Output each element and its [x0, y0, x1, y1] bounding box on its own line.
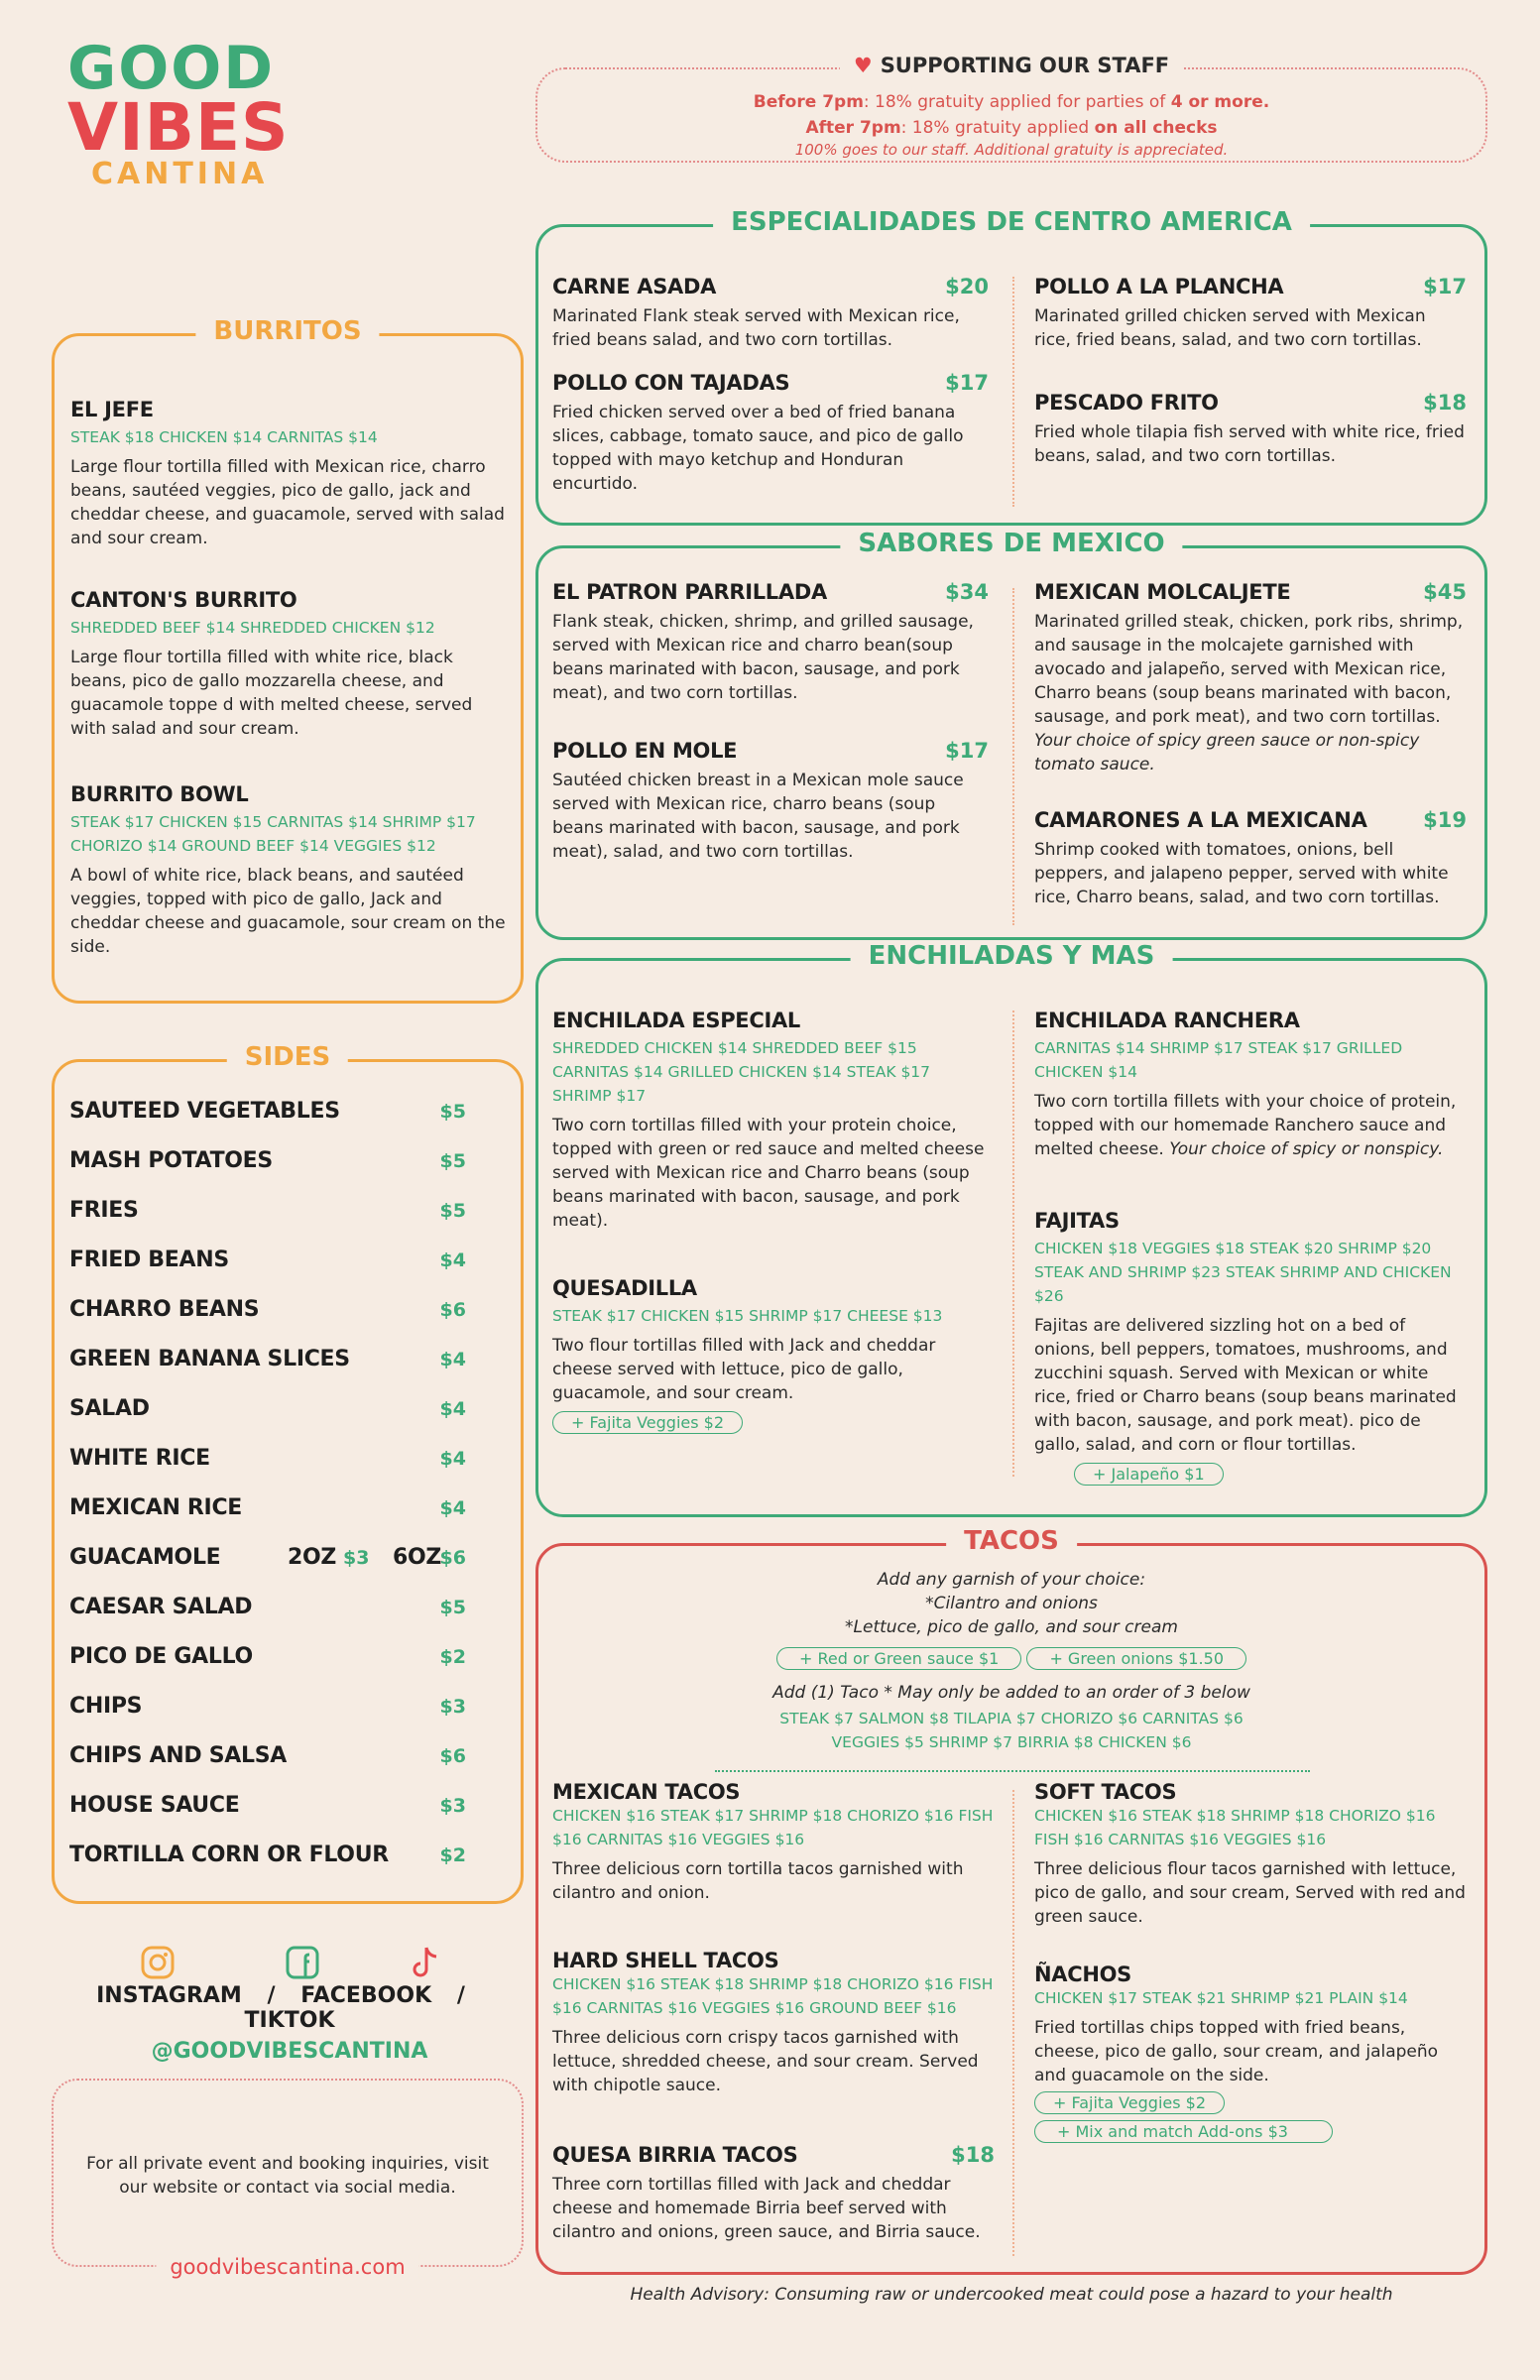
menu-item — [552, 1009, 989, 1233]
item-options: CARNITAS $14 SHRIMP $17 STEAK $17 GRILLED CHICKEN $14 — [1034, 1039, 1403, 1081]
addon-pill: + Red or Green sauce $1 — [776, 1647, 1021, 1670]
menu-item — [552, 739, 989, 864]
item-description: Fried chicken served over a bed of fried banana slices, cabbage, tomato sauce, and pico de gallo topped with mayo ketchup and Honduran encurtido. — [552, 403, 964, 494]
staff-after-text: : 18% gratuity applied — [900, 118, 1095, 138]
separator: / — [456, 1983, 465, 2008]
side-price: $2 — [439, 1646, 466, 1668]
divider — [1012, 277, 1014, 507]
logo — [67, 34, 290, 191]
side-item — [69, 1793, 466, 1843]
staff-after-label: After 7pm — [805, 118, 901, 138]
side-item — [69, 1495, 466, 1545]
item-description: Fried tortillas chips topped with fried beans, cheese, pico de gallo, sour cream, and jalapeño and guacamole on the side. — [1034, 2018, 1439, 2085]
enchiladas-section — [535, 941, 1487, 1517]
tiktok-icon[interactable] — [415, 1948, 436, 1975]
staff-after — [537, 115, 1485, 141]
staff-before-bold: 4 or more. — [1170, 92, 1270, 112]
heart-icon: ♥ — [853, 54, 873, 77]
side-name: MEXICAN RICE — [69, 1495, 243, 1520]
item-options: CHICKEN $18 VEGGIES $18 STEAK $20 SHRIMP $20 STEAK AND SHRIMP $23 STEAK SHRIMP AND CHICKEN $26 — [1034, 1240, 1452, 1305]
item-price: $20 — [945, 275, 989, 298]
side-price: $6 — [439, 1299, 466, 1321]
side-item — [69, 1297, 466, 1347]
side-item — [69, 1396, 466, 1446]
side-size-price: $3 — [343, 1547, 370, 1569]
add-one-options — [538, 1707, 1484, 1754]
side-price: $3 — [439, 1696, 466, 1718]
item-price: $45 — [1423, 580, 1467, 604]
item-options: SHREDDED CHICKEN $14 SHREDDED BEEF $15 CARNITAS $14 GRILLED CHICKEN $14 STEAK $17 SHRIMP $17 — [552, 1039, 931, 1105]
divider — [1012, 588, 1014, 925]
item-name: POLLO A LA PLANCHA — [1034, 275, 1284, 298]
side-name: SALAD — [69, 1396, 150, 1421]
item-description: Large flour tortilla filled with Mexican rice, charro beans, sautéed veggies, pico de gallo, jack and cheddar cheese, and guacamole, served with salad and sour cream. — [70, 457, 505, 548]
staff-banner — [535, 54, 1487, 163]
item-description: Two flour tortillas filled with Jack and cheddar cheese served with lettuce, pico de gallo, guacamole, and sour cream. — [552, 1336, 936, 1403]
side-item — [69, 1248, 466, 1297]
item-description: Marinated grilled chicken served with Mexican rice, fried beans, salad, and two corn tortillas. — [1034, 306, 1426, 350]
side-price: $6 — [439, 1745, 466, 1767]
sabores-title: SABORES DE MEXICO — [840, 529, 1182, 558]
facebook-link[interactable]: FACEBOOK — [300, 1983, 432, 2008]
side-size: 2OZ — [288, 1545, 337, 1570]
menu-item — [552, 1949, 995, 2097]
item-description: Shrimp cooked with tomatoes, onions, bell peppers, and jalapeno pepper, served with white rice, Charro beans, salad, and two corn tortillas. — [1034, 840, 1449, 907]
item-name: HARD SHELL TACOS — [552, 1949, 779, 1972]
add-one-options-line: VEGGIES $5 SHRIMP $7 BIRRIA $8 CHICKEN $6 — [831, 1733, 1192, 1751]
item-options: CHICKEN $17 STEAK $21 SHRIMP $21 PLAIN $14 — [1034, 1989, 1408, 2007]
burritos-title: BURRITOS — [195, 316, 379, 346]
side-name: FRIED BEANS — [69, 1248, 229, 1272]
item-description: Fajitas are delivered sizzling hot on a bed of onions, bell peppers, tomatoes, mushrooms, and zucchini squash. Served with Mexican or white rice, fried or Charro beans (soup beans marinated with bacon, sausage, and pork meat). pico de gallo, salad, and corn or flour tortillas. — [1034, 1316, 1457, 1455]
item-description — [1034, 1090, 1467, 1161]
side-size: 6OZ — [393, 1545, 442, 1570]
logo-cantina: CANTINA — [91, 157, 269, 191]
side-price: $5 — [439, 1200, 466, 1222]
side-price: $4 — [439, 1497, 466, 1519]
item-name: POLLO CON TAJADAS — [552, 371, 790, 395]
side-name: FRIES — [69, 1198, 139, 1223]
facebook-icon[interactable] — [288, 1948, 317, 1977]
menu-item — [70, 398, 507, 550]
item-description — [1034, 610, 1467, 776]
taco-addons — [538, 1647, 1484, 1670]
divider — [715, 1770, 1310, 1772]
item-name: BURRITO BOWL — [70, 782, 249, 806]
item-price: $18 — [1423, 391, 1467, 415]
menu-item — [1034, 1209, 1467, 1486]
item-options: SHREDDED BEEF $14 SHREDDED CHICKEN $12 — [70, 619, 435, 637]
contact-box — [52, 2079, 524, 2279]
garnish-info — [538, 1568, 1484, 1639]
social-icons-svg — [52, 1944, 528, 1983]
side-name: PICO DE GALLO — [69, 1644, 253, 1669]
social-icons — [52, 1944, 528, 1983]
side-price: $4 — [439, 1250, 466, 1271]
tacos-title: TACOS — [946, 1526, 1077, 1556]
item-options: STEAK $18 CHICKEN $14 CARNITAS $14 — [70, 428, 378, 446]
item-description: A bowl of white rice, black beans, and sautéed veggies, topped with pico de gallo, Jack and cheddar cheese and guacamole, sour cream on the side. — [70, 866, 506, 957]
menu-item — [552, 1276, 989, 1434]
contact-text: For all private event and booking inquiries, visit our website or contact via social media. — [86, 2154, 489, 2198]
item-description-note: Your choice of spicy green sauce or non-spicy tomato sauce. — [1034, 731, 1420, 774]
side-name: SAUTEED VEGETABLES — [69, 1099, 340, 1124]
item-price: $17 — [945, 371, 989, 395]
side-price: $4 — [439, 1349, 466, 1370]
side-item — [69, 1743, 466, 1793]
item-name: POLLO EN MOLE — [552, 739, 738, 763]
side-price: $5 — [439, 1597, 466, 1618]
addon-pill: + Green onions $1.50 — [1026, 1647, 1246, 1670]
divider — [1012, 1790, 1014, 2256]
side-name: GREEN BANANA SLICES — [69, 1347, 350, 1371]
instagram-icon[interactable] — [143, 1948, 173, 1977]
menu-item — [1034, 580, 1467, 776]
staff-title — [840, 54, 1183, 77]
social-line — [52, 1983, 528, 2033]
side-price: $6 — [439, 1547, 466, 1569]
side-name: GUACAMOLE — [69, 1545, 221, 1570]
item-price: $17 — [945, 739, 989, 763]
menu-item — [1034, 1009, 1467, 1161]
item-name: EL PATRON PARRILLADA — [552, 580, 827, 604]
item-description-note: Your choice of spicy or nonspicy. — [1169, 1139, 1444, 1159]
especialidades-title: ESPECIALIDADES DE CENTRO AMERICA — [713, 207, 1310, 237]
side-name: CHIPS — [69, 1694, 143, 1719]
item-description-text: Two corn tortilla fillets with your choice of protein, topped with our homemade Ranchero sauce and melted cheese. — [1034, 1092, 1457, 1159]
item-name: CANTON'S BURRITO — [70, 588, 297, 612]
website-link[interactable]: goodvibescantina.com — [156, 2255, 418, 2279]
item-name: QUESA BIRRIA TACOS — [552, 2143, 798, 2167]
menu-item — [1034, 391, 1467, 468]
side-name: CHARRO BEANS — [69, 1297, 260, 1322]
item-name: QUESADILLA — [552, 1276, 697, 1300]
item-options: CHICKEN $16 STEAK $17 SHRIMP $18 CHORIZO $16 FISH $16 CARNITAS $16 VEGGIES $16 — [552, 1807, 994, 1848]
sides-title: SIDES — [227, 1042, 348, 1072]
item-name: EL JEFE — [70, 398, 154, 421]
menu-item — [552, 1780, 995, 1905]
side-item — [69, 1347, 466, 1396]
item-name: ÑACHOS — [1034, 1963, 1131, 1986]
item-name: MEXICAN MOLCALJETE — [1034, 580, 1291, 604]
item-description: Fried whole tilapia fish served with white rice, fried beans, salad, and two corn tortillas. — [1034, 422, 1465, 466]
garnish-option: *Cilantro and onions — [925, 1594, 1098, 1613]
side-item — [69, 1843, 466, 1892]
item-price: $18 — [951, 2143, 995, 2167]
social-links — [52, 1944, 528, 2064]
burritos-section — [52, 316, 524, 1004]
item-description: Three delicious flour tacos garnished with lettuce, pico de gallo, and sour cream, Served with red and green sauce. — [1034, 1859, 1466, 1927]
staff-note: 100% goes to our staff. Additional gratuity is appreciated. — [794, 141, 1229, 159]
addon-pill: + Fajita Veggies $2 — [552, 1411, 743, 1434]
menu-item — [552, 275, 989, 352]
item-options: CHICKEN $16 STEAK $18 SHRIMP $18 CHORIZO $16 FISH $16 CARNITAS $16 VEGGIES $16 — [1034, 1807, 1436, 1848]
item-options: STEAK $17 CHICKEN $15 CARNITAS $14 SHRIMP $17 CHORIZO $14 GROUND BEEF $14 VEGGIES $12 — [70, 813, 476, 855]
item-description: Three corn tortillas filled with Jack and cheddar cheese and homemade Birria beef served with cilantro and onions, green sauce, and Birria sauce. — [552, 2175, 981, 2242]
item-description-text: Marinated grilled steak, chicken, pork ribs, shrimp, and sausage in the molcajete garnished with avocado and jalapeño, served with Mexican rice, Charro beans (soup beans marinated with bacon, sausage, and pork meat), and two corn tortillas. — [1034, 612, 1464, 727]
side-item — [69, 1694, 466, 1743]
addon-pill: + Mix and match Add-ons $3 — [1034, 2120, 1333, 2143]
side-price: $5 — [439, 1101, 466, 1123]
item-name: PESCADO FRITO — [1034, 391, 1219, 415]
item-price: $19 — [1423, 808, 1467, 832]
staff-after-bold: on all checks — [1094, 118, 1218, 138]
instagram-link[interactable]: INSTAGRAM — [96, 1983, 242, 2008]
side-price: $2 — [439, 1844, 466, 1866]
side-name: WHITE RICE — [69, 1446, 210, 1471]
logo-good: GOOD — [67, 34, 276, 103]
divider — [1012, 1011, 1014, 1477]
side-price: $3 — [439, 1795, 466, 1817]
side-item — [69, 1446, 466, 1495]
side-price: $5 — [439, 1150, 466, 1172]
menu-item — [1034, 1780, 1471, 1929]
enchiladas-title: ENCHILADAS Y MAS — [851, 941, 1173, 971]
add-one-taco: Add (1) Taco * May only be added to an order of 3 below — [772, 1683, 1250, 1703]
menu-item — [1034, 808, 1467, 909]
social-handle[interactable]: @GOODVIBESCANTINA — [151, 2039, 428, 2064]
staff-before-label: Before 7pm — [753, 92, 864, 112]
item-name: CARNE ASADA — [552, 275, 717, 298]
item-price: $34 — [945, 580, 989, 604]
item-name: MEXICAN TACOS — [552, 1780, 741, 1804]
item-description: Flank steak, chicken, shrimp, and grilled sausage, served with Mexican rice and charro bean(soup beans marinated with bacon, sausage, and pork meat), and two corn tortillas. — [552, 612, 974, 703]
especialidades-section — [535, 207, 1487, 526]
item-name: ENCHILADA ESPECIAL — [552, 1009, 801, 1032]
side-price: $4 — [439, 1448, 466, 1470]
item-description: Sautéed chicken breast in a Mexican mole sauce served with Mexican rice, charro beans (soup beans marinated with bacon, sausage, and pork meat), salad, and two corn tortillas. — [552, 771, 964, 862]
side-item — [69, 1644, 466, 1694]
item-name: SOFT TACOS — [1034, 1780, 1177, 1804]
side-item — [69, 1545, 466, 1595]
add-one-options-line: STEAK $7 SALMON $8 TILAPIA $7 CHORIZO $6 CARNITAS $6 — [779, 1710, 1244, 1727]
item-name: FAJITAS — [1034, 1209, 1120, 1233]
item-options: CHICKEN $16 STEAK $18 SHRIMP $18 CHORIZO $16 FISH $16 CARNITAS $16 VEGGIES $16 GROUND BEEF $16 — [552, 1975, 994, 2017]
item-description: Marinated Flank steak served with Mexican rice, fried beans salad, and two corn tortillas. — [552, 306, 960, 350]
side-item — [69, 1595, 466, 1644]
side-name: MASH POTATOES — [69, 1148, 273, 1173]
item-description: Large flour tortilla filled with white rice, black beans, pico de gallo mozzarella cheese, and guacamole toppe d with melted cheese, served with salad and sour cream. — [70, 648, 473, 739]
menu-item — [552, 580, 989, 705]
menu-item — [70, 782, 507, 959]
menu-item — [70, 588, 507, 741]
item-description: Three delicious corn tortilla tacos garnished with cilantro and onion. — [552, 1859, 964, 1903]
side-name: TORTILLA CORN OR FLOUR — [69, 1843, 389, 1867]
item-description: Three delicious corn crispy tacos garnished with lettuce, shredded cheese, and sour cream. Served with chipotle sauce. — [552, 2028, 979, 2095]
separator: / — [267, 1983, 276, 2008]
item-name: ENCHILADA RANCHERA — [1034, 1009, 1300, 1032]
side-name: CHIPS AND SALSA — [69, 1743, 287, 1768]
menu-item — [552, 371, 989, 496]
menu-item — [1034, 275, 1467, 352]
side-price: $4 — [439, 1398, 466, 1420]
health-advisory: Health Advisory: Consuming raw or undercooked meat could pose a hazard to your health — [630, 2285, 1393, 2305]
garnish-title: Add any garnish of your choice: — [877, 1570, 1146, 1590]
item-options: STEAK $17 CHICKEN $15 SHRIMP $17 CHEESE $13 — [552, 1307, 943, 1325]
addon-pill: + Fajita Veggies $2 — [1034, 2091, 1225, 2114]
staff-title-text: SUPPORTING OUR STAFF — [880, 54, 1170, 77]
staff-before — [537, 89, 1485, 115]
item-description: Two corn tortillas filled with your protein choice, topped with green or red sauce and melted cheese served with Mexican rice and Charro beans (soup beans marinated with bacon, sausage, and pork meat). — [552, 1116, 985, 1231]
side-item — [69, 1148, 466, 1198]
menu-item — [552, 2143, 995, 2244]
tiktok-link[interactable]: TIKTOK — [244, 2008, 335, 2033]
side-name: CAESAR SALAD — [69, 1595, 253, 1619]
side-item — [69, 1099, 466, 1148]
menu-item — [1034, 1963, 1471, 2143]
logo-vibes: VIBES — [67, 89, 290, 166]
sabores-section — [535, 529, 1487, 940]
item-price: $17 — [1423, 275, 1467, 298]
tacos-section — [535, 1526, 1487, 2275]
staff-before-text: : 18% gratuity applied for parties of — [863, 92, 1171, 112]
side-name: HOUSE SAUCE — [69, 1793, 240, 1818]
garnish-option: *Lettuce, pico de gallo, and sour cream — [845, 1617, 1178, 1637]
item-name: CAMARONES A LA MEXICANA — [1034, 808, 1367, 832]
side-item — [69, 1198, 466, 1248]
addon-pill: + Jalapeño $1 — [1074, 1463, 1224, 1486]
